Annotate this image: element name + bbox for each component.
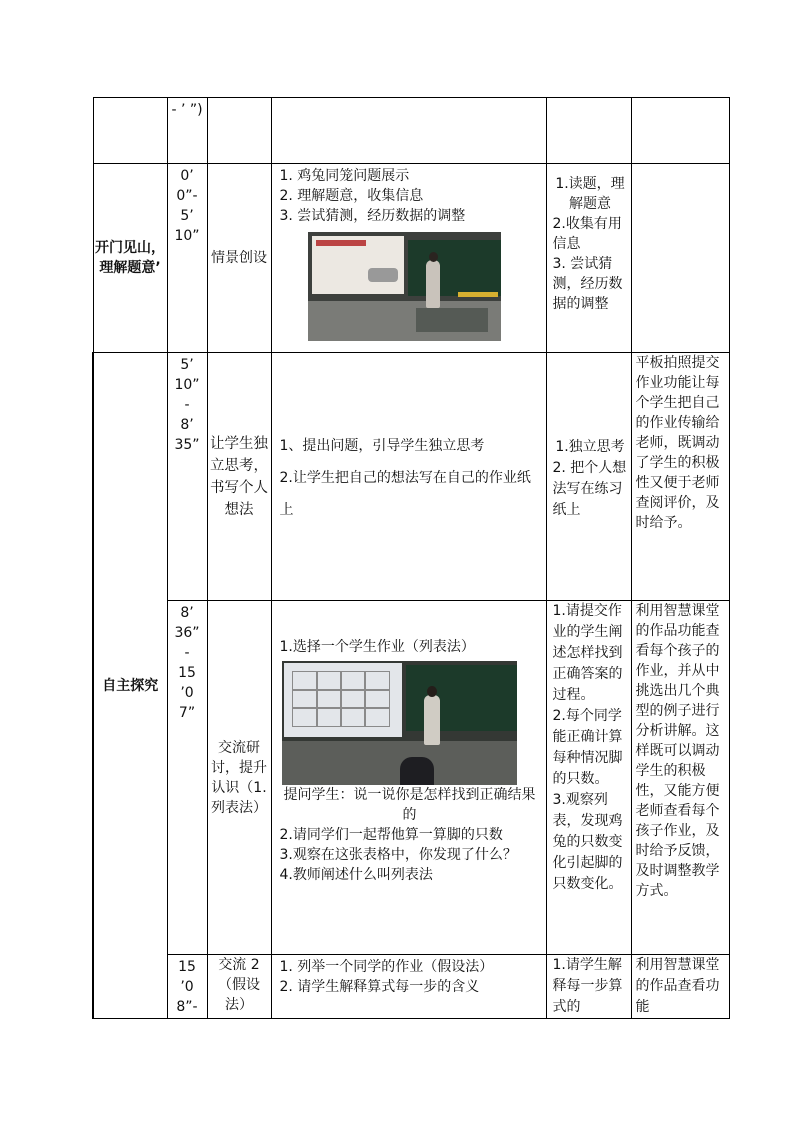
student-cell [546,353,631,601]
table-row [93,601,729,955]
time-line: 35” [174,437,200,453]
time-line: 8”- [176,999,198,1015]
link-cell [207,98,271,164]
time-line: 10” [174,228,200,244]
activity-cell [271,955,546,1019]
activity-cell [271,98,546,164]
link-cell: 情景创设 [207,164,271,353]
time-cell [167,98,207,164]
time-line: - ’ ”) [171,102,203,118]
time-line: 5’ [180,357,194,373]
activity-line: 2. 请学生解释算式每一步的含义 [279,979,480,995]
time-cell [167,601,207,955]
student-line: 1.请提交作业的学生阐述怎样找到正确答案的过程。 [552,603,623,703]
time-line: 7” [178,705,196,721]
stage-cell: 自主探究 [93,353,167,1019]
activity-line: 2. 理解题意，收集信息 [279,188,424,204]
time-line: 0”- [176,188,198,204]
time-line: 15 [178,959,196,975]
time-line: 5’ [180,208,194,224]
lesson-plan-table [92,97,730,1019]
activity-line: 1. 鸡兔同笼问题展示 [279,168,410,184]
note-cell [631,98,729,164]
time-line: 8’ [180,417,194,433]
student-line: 1.读题，理解题意 [555,176,625,212]
classroom-photo [308,232,501,341]
time-line: 36” [174,625,200,641]
stage-cell [93,98,167,164]
time-line: 8’ [180,605,194,621]
activity-line: 1. 列举一个同学的作业（假设法） [279,959,494,975]
activity-line: 3. 尝试猜测，经历数据的调整 [279,208,466,224]
table-row [93,98,729,164]
activity-line: 3.观察在这张表格中，你发现了什么？ [279,847,517,863]
classroom-photo [282,661,517,785]
table-row [93,353,729,601]
time-cell [167,955,207,1019]
note-cell: 利用智慧课堂的作品查看功能 [631,955,729,1019]
time-cell [167,353,207,601]
stage-cell: 开门见山，理解题意’ [93,164,167,353]
note-cell: 平板拍照提交作业功能让每个学生把自己的作业传输给老师，既调动了学生的积极性又便于老师查阅评价，及时给予。 [631,353,729,601]
student-cell [546,98,631,164]
table-row [93,164,729,353]
student-cell [546,601,631,955]
student-line: 2. 把个人想法写在练习纸上 [552,459,627,518]
table-row [93,955,729,1019]
activity-line: 2.请同学们一起帮他算一算脚的只数 [279,827,503,843]
link-cell: 交流研讨，提升认识（1.列表法） [207,601,271,955]
time-cell [167,164,207,353]
student-line: 3.观察列表，发现鸡兔的只数变化引起脚的只数变化。 [552,792,623,892]
activity-line: 2.让学生把自己的想法写在自己的作业纸上 [279,469,531,518]
student-line: 3. 尝试猜测，经历数据的调整 [552,256,623,312]
time-line: 0’ [180,168,194,184]
time-line: 15 [178,665,196,681]
note-cell [631,164,729,353]
student-line: 2.收集有用信息 [552,216,622,252]
time-line: ’0 [180,979,194,995]
activity-cell [271,601,546,955]
time-line: - [184,645,190,661]
time-line: - [184,397,190,413]
student-line: 2.每个同学能正确计算每种情况脚的只数。 [552,708,623,787]
student-cell [546,164,631,353]
note-cell: 利用智慧课堂的作品功能查看每个孩子的作业，并从中挑选出几个典型的例子进行分析讲解。这样既可以调动学生的积极性，又能方便老师查看每个孩子作业，及时给予反馈，及时调整教学方式。 [631,601,729,955]
time-line: 10” [174,377,200,393]
student-line: 1.请学生解释每一步算式的 [552,957,623,1015]
activity-cell [271,353,546,601]
time-line: ’0 [180,685,194,701]
student-line: 1.独立思考 [555,438,625,455]
link-cell: 让学生独立思考，书写个人想法 [207,353,271,601]
link-cell: 交流 2（假设法） [207,955,271,1019]
activity-line: 1.选择一个学生作业（列表法） [279,639,475,655]
activity-line: 4.教师阐述什么叫列表法 [279,867,433,883]
activity-line: 1、提出问题，引导学生独立思考 [279,437,485,454]
student-cell [546,955,631,1019]
activity-line: 提问学生：说一说你是怎样找到正确结果的 [283,787,536,823]
activity-cell [271,164,546,353]
